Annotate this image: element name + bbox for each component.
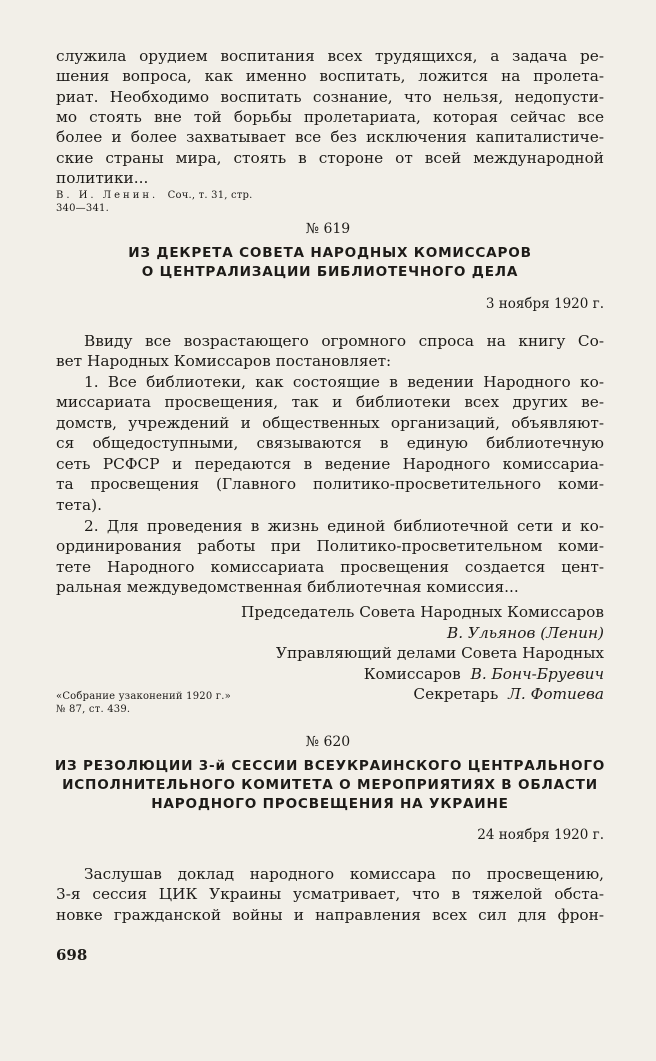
signature-manager-name: В. Бонч-Бруевич [470, 665, 604, 683]
intro-line: политики... [56, 169, 149, 187]
document-title: ИСПОЛНИТЕЛЬНОГО КОМИТЕТА О МЕРОПРИЯТИЯХ В ОБЛАСТИ [62, 777, 598, 793]
body-line: миссариата просвещения, так и библиотеки всех других ве- [56, 393, 604, 411]
intro-line: шения вопроса, как именно воспитать, ложится на пролета- [56, 67, 604, 85]
intro-line: служила орудием воспитания всех трудящихся, а задача ре- [56, 47, 604, 65]
document-title: О ЦЕНТРАЛИЗАЦИИ БИБЛИОТЕЧНОГО ДЕЛА [141, 264, 519, 280]
signature-manager-title: Управляющий делами Совета Народных [275, 644, 604, 662]
intro-line: ские страны мира, стоять в стороне от всей международной [56, 149, 604, 167]
body-line: тете Народного комиссариата просвещения создается цент- [56, 558, 604, 576]
body-line: 1. Все библиотеки, как состоящие в ведении Народного ко- [84, 373, 604, 391]
document-number: № 620 [305, 734, 351, 750]
body-line: сеть РСФСР и передаются в ведение Народного комиссариа- [56, 455, 604, 473]
body-line: Ввиду все возрастающего огромного спроса на книгу Со- [84, 332, 604, 350]
document-title: ИЗ РЕЗОЛЮЦИИ 3-й СЕССИИ ВСЕУКРАИНСКОГО ЦЕНТРАЛЬНОГО [54, 758, 606, 774]
body-line: новке гражданской войны и направления всех сил для фрон- [56, 906, 604, 924]
intro-line: риат. Необходимо воспитать сознание, что нельзя, недопусти- [56, 88, 604, 106]
signature-secretary-title: Секретарь [413, 685, 499, 703]
document-title: НАРОДНОГО ПРОСВЕЩЕНИЯ НА УКРАИНЕ [151, 796, 509, 812]
source-citation-number: № 87, ст. 439. [56, 704, 131, 715]
page-number: 698 [56, 946, 88, 964]
source-author: В. И. Ленин. [56, 190, 159, 201]
source-citation: «Собрание узаконений 1920 г.» [56, 691, 231, 702]
body-line: домств, учреждений и общественных организаций, объявляют- [56, 414, 604, 432]
signature-secretary [413, 685, 604, 704]
intro-line: более и более захватывает все без исключения капиталистиче- [56, 128, 604, 146]
document-date: 24 ноября 1920 г. [477, 827, 604, 843]
signature-manager-title-2: Комиссаров [363, 665, 461, 683]
source-citation-pages: 340—341. [56, 203, 109, 214]
source-citation [56, 190, 253, 202]
body-line: 2. Для проведения в жизнь единой библиотечной сети и ко- [84, 517, 604, 535]
signature-manager [364, 665, 604, 684]
body-line: та просвещения (Главного политико-просветительного коми- [56, 475, 604, 493]
body-line: Заслушав доклад народного комиссара по просвещению, [84, 865, 604, 883]
body-line: ся общедоступными, связываются в единую библиотечную [56, 434, 604, 452]
intro-line: мо стоять вне той борьбы пролетариата, которая сейчас все [56, 108, 604, 126]
source-ref: Соч., т. 31, стр. [167, 190, 253, 201]
body-line: ральная междуведомственная библиотечная комиссия... [56, 578, 519, 596]
body-line: ординирования работы при Политико-просветительном коми- [56, 537, 604, 555]
signature-secretary-name: Л. Фотиева [508, 685, 604, 703]
body-line: тета). [56, 496, 102, 514]
signature-chair-title: Председатель Совета Народных Комиссаров [241, 603, 604, 621]
body-line: вет Народных Комиссаров постановляет: [56, 352, 392, 370]
document-title: ИЗ ДЕКРЕТА СОВЕТА НАРОДНЫХ КОМИССАРОВ [128, 245, 532, 261]
document-number: № 619 [305, 221, 351, 237]
document-date: 3 ноября 1920 г. [485, 296, 604, 312]
signature-chair-name: В. Ульянов (Ленин) [446, 624, 604, 642]
body-line: 3-я сессия ЦИК Украины усматривает, что в тяжелой обста- [56, 885, 604, 903]
